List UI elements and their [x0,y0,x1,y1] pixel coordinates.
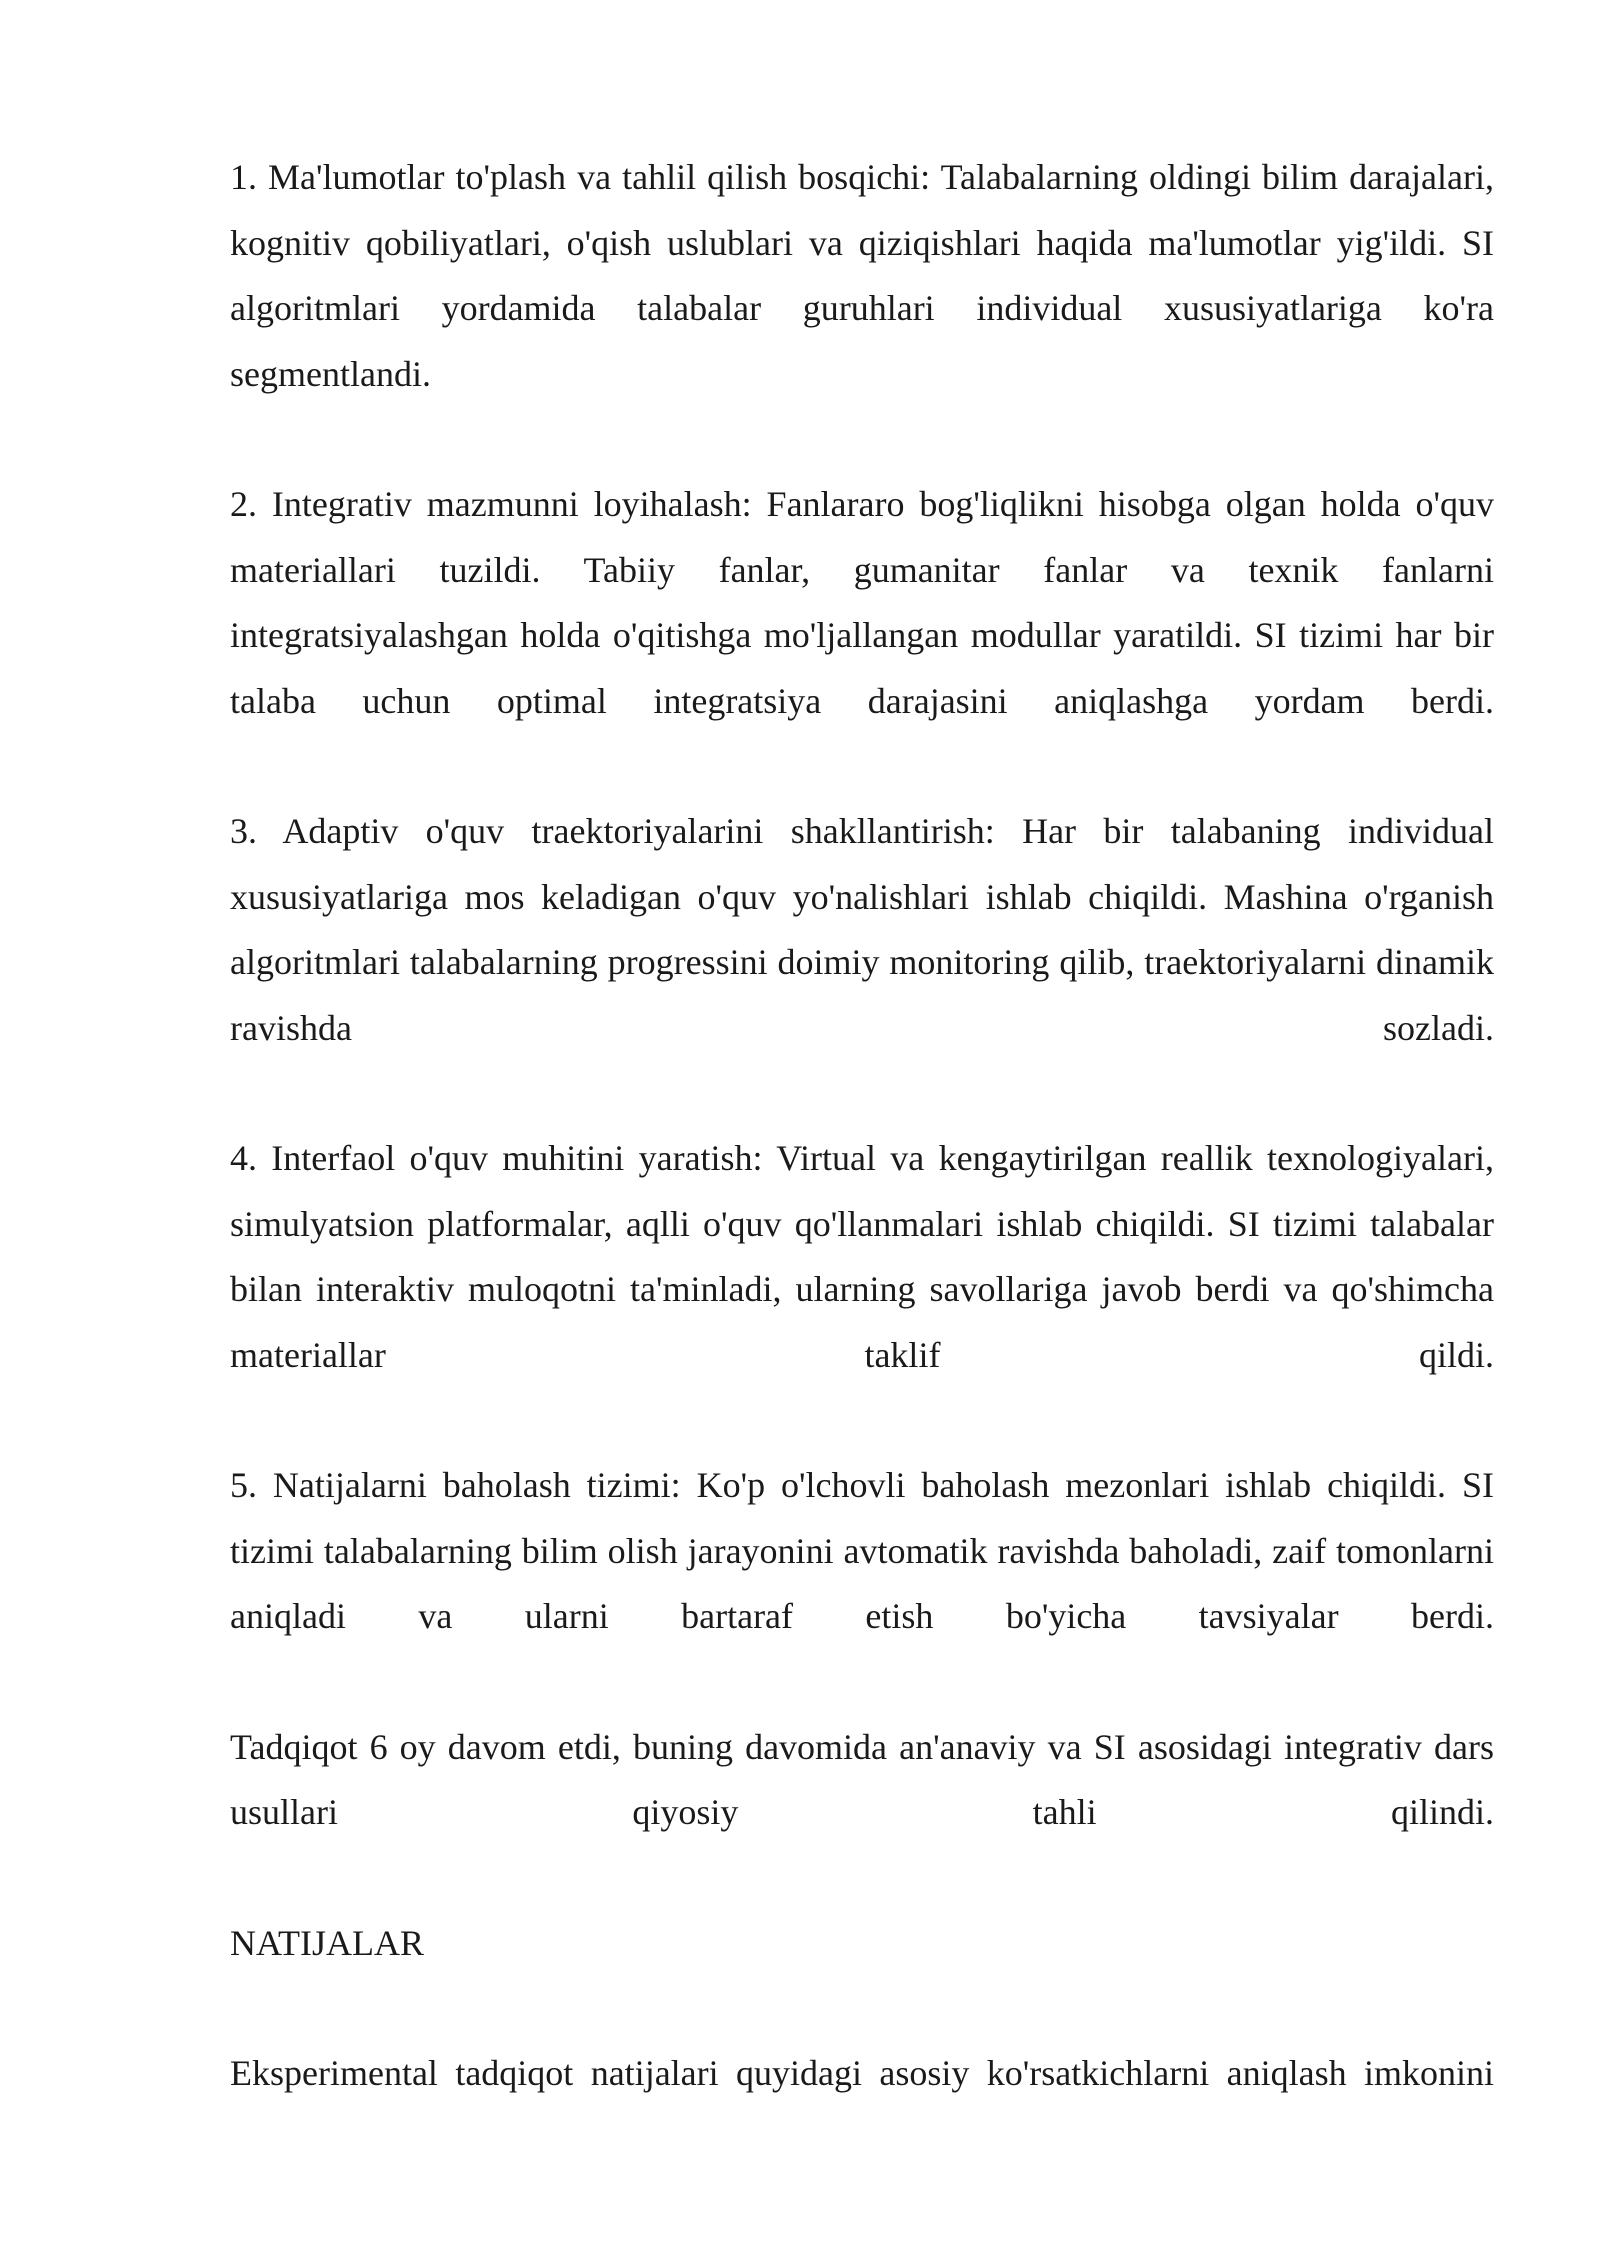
paragraph-integrative-content: 2. Integrativ mazmunni loyihalash: Fanlararo bog'liqlikni hisobga olgan holda o'quv materiallari tuzildi. Tabiiy fanlar, gumanitar fanlar va texnik fanlarni integratsiyalashgan holda o'qitishga mo'ljallangan modullar yaratildi. SI tizimi har bir talaba uchun optimal integratsiya darajasini aniqlashga yordam berdi. [230,484,1494,721]
section-heading: NATIJALAR [230,1922,424,1963]
paragraph-adaptive-trajectories: 3. Adaptiv o'quv traektoriyalarini shakllantirish: Har bir talabaning individual xususiyatlariga mos keladigan o'quv yo'nalishlari ishlab chiqildi. Mashina o'rganish algoritmlari talabalarning progressini doimiy monitoring qilib, traektoriyalarni dinamik ravishda sozladi. [230,811,1494,1048]
paragraph-results-evaluation: 5. Natijalarni baholash tizimi: Ko'p o'lchovli baholash mezonlari ishlab chiqildi. SI tizimi talabalarning bilim olish jarayonini avtomatik ravishda baholadi, zaif tomonlarni aniqladi va ularni bartaraf etish bo'yicha tavsiyalar berdi. [230,1465,1494,1636]
paragraph-data-collection: 1. Ma'lumotlar to'plash va tahlil qilish bosqichi: Talabalarning oldingi bilim darajalari, kognitiv qobiliyatlari, o'qish uslublari va qiziqishlari haqida ma'lumotlar yig'ildi. SI algoritmlari yordamida talabalar guruhlari individual xususiyatlariga ko'ra segmentlandi. [230,157,1494,394]
paragraph-results-intro: Eksperimental tadqiqot natijalari quyidagi asosiy ko'rsatkichlarni aniqlash imkonini [230,2053,1494,2093]
paragraph-interactive-environment: 4. Interfaol o'quv muhitini yaratish: Virtual va kengaytirilgan reallik texnologiyalari, simulyatsion platformalar, aqlli o'quv qo'llanmalari ishlab chiqildi. SI tizimi talabalar bilan interaktiv muloqotni ta'minladi, ularning savollariga javob berdi va qo'shimcha materiallar taklif qildi. [230,1138,1494,1375]
paragraph-study-duration: Tadqiqot 6 oy davom etdi, buning davomida an'anaviy va SI asosidagi integrativ dars usullari qiyosiy tahli qilindi. [230,1726,1494,1832]
document-page [230,145,1494,2107]
